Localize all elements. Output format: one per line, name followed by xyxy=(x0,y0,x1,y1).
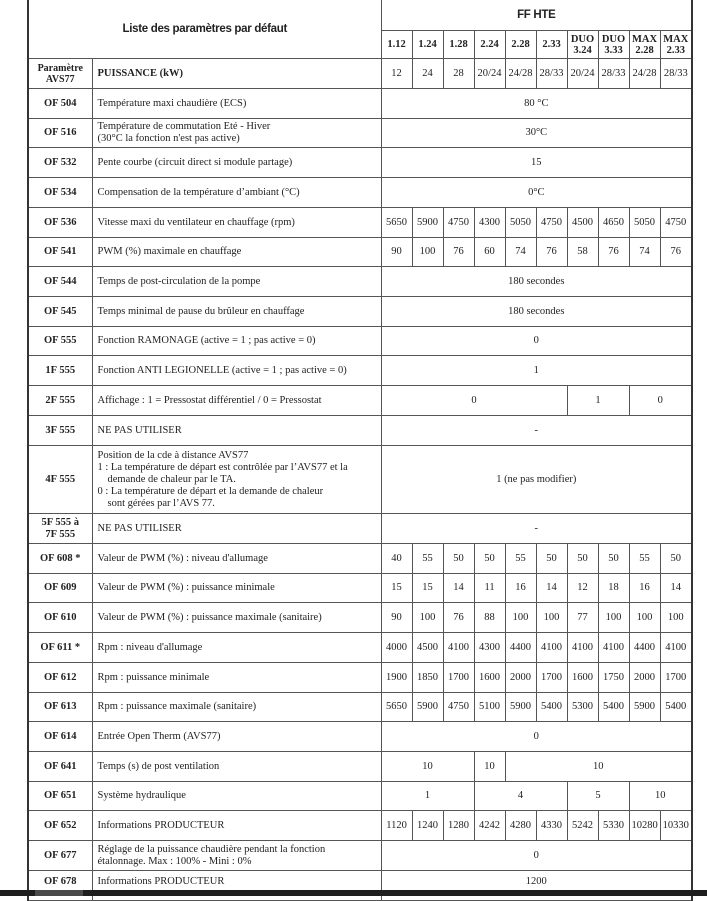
parameter-value: 4500 xyxy=(567,208,598,238)
parameter-value: 58 xyxy=(567,238,598,267)
parameter-code-line: OF 608 * xyxy=(40,552,81,564)
description-line: Valeur de PWM (%) : niveau d'allumage xyxy=(97,552,268,564)
parameter-value: 76 xyxy=(598,238,629,267)
parameter-value: 10 xyxy=(629,782,692,811)
description-line: NE PAS UTILISER xyxy=(97,522,182,534)
description-line: Temps (s) de post ventilation xyxy=(97,760,220,772)
parameter-value: 4242 xyxy=(474,811,505,841)
parameter-value: 10330 xyxy=(660,811,692,841)
parameter-value: 1700 xyxy=(536,663,567,693)
parameter-description xyxy=(92,148,381,178)
parameter-value: 4100 xyxy=(567,633,598,663)
param-label-line: AVS77 xyxy=(45,73,75,85)
model-header xyxy=(474,31,505,59)
description-line: Valeur de PWM (%) : puissance minimale xyxy=(97,582,275,593)
parameter-value: 14 xyxy=(443,574,474,603)
model-header xyxy=(412,31,443,59)
table-row xyxy=(28,544,692,574)
parameter-description xyxy=(92,752,381,782)
description-line: Compensation de la température d’ambiant (°C) xyxy=(97,186,300,198)
table-row xyxy=(28,208,692,238)
parameter-description xyxy=(92,722,381,752)
table-row xyxy=(28,178,692,208)
parameter-code-line: OF 677 xyxy=(43,849,77,861)
parameter-description xyxy=(92,267,381,297)
parameter-description xyxy=(92,178,381,208)
power-value: 24/28 xyxy=(629,59,660,89)
power-value: 20/24 xyxy=(567,59,598,89)
parameter-value: 1280 xyxy=(443,811,474,841)
parameter-value: 14 xyxy=(536,574,567,603)
parameter-code-line: OF 612 xyxy=(43,671,77,683)
parameter-value: 1 xyxy=(567,386,629,416)
table-row xyxy=(28,603,692,633)
parameter-value: 1 xyxy=(381,356,692,386)
parameter-value: 1700 xyxy=(443,663,474,693)
power-value: 28 xyxy=(443,59,474,89)
model-header-line: 1.12 xyxy=(387,39,406,50)
parameter-value: 1850 xyxy=(412,663,443,693)
table-row xyxy=(28,574,692,603)
parameter-code xyxy=(28,663,92,693)
parameter-code-line: OF 534 xyxy=(43,186,77,198)
parameter-code xyxy=(28,693,92,722)
parameter-value: 90 xyxy=(381,238,412,267)
parameter-code-line: OF 611 * xyxy=(40,641,81,653)
model-header-line: 3.24 xyxy=(573,44,592,56)
parameter-value: 40 xyxy=(381,544,412,574)
parameter-code xyxy=(28,603,92,633)
parameter-code-line: OF 641 xyxy=(43,760,77,772)
parameter-value: 14 xyxy=(660,574,692,603)
parameter-value: 4750 xyxy=(443,208,474,238)
parameter-code xyxy=(28,514,92,544)
parameter-description xyxy=(92,386,381,416)
parameter-value: 50 xyxy=(474,544,505,574)
parameter-value: 4400 xyxy=(505,633,536,663)
table-row xyxy=(28,871,692,901)
model-header-line: MAX xyxy=(631,33,658,45)
parameter-code-line: 1F 555 xyxy=(45,364,76,376)
parameter-value: 77 xyxy=(567,603,598,633)
parameter-value: 55 xyxy=(412,544,443,574)
parameter-value: 5400 xyxy=(660,693,692,722)
parameter-code xyxy=(28,119,92,148)
parameter-value: 15 xyxy=(381,148,692,178)
table-row xyxy=(28,782,692,811)
parameter-value: 74 xyxy=(505,238,536,267)
table-row xyxy=(28,148,692,178)
table-title: Liste des paramètres par défaut xyxy=(28,0,381,59)
parameter-code xyxy=(28,782,92,811)
parameter-description xyxy=(92,811,381,841)
parameter-description xyxy=(92,119,381,148)
model-header xyxy=(443,31,474,59)
parameter-code xyxy=(28,238,92,267)
table-row xyxy=(28,841,692,871)
parameter-value: 4650 xyxy=(598,208,629,238)
description-line: Informations PRODUCTEUR xyxy=(97,819,225,831)
default-parameters-table xyxy=(27,0,693,901)
parameter-value: 1600 xyxy=(474,663,505,693)
model-header-line: 1.28 xyxy=(449,39,468,50)
parameter-code-line: 3F 555 xyxy=(45,424,76,436)
parameter-value: 100 xyxy=(660,603,692,633)
parameter-value: 1700 xyxy=(660,663,692,693)
parameter-value: 4750 xyxy=(536,208,567,238)
parameter-code-line: OF 536 xyxy=(43,216,77,228)
parameter-value: 15 xyxy=(412,574,443,603)
parameter-value: 1750 xyxy=(598,663,629,693)
parameter-value: 100 xyxy=(412,238,443,267)
parameter-value: 80 °C xyxy=(381,89,692,119)
description-line: Fonction RAMONAGE (active = 1 ; pas active = 0) xyxy=(97,335,316,346)
parameter-value: 4000 xyxy=(381,633,412,663)
parameter-value: 10 xyxy=(474,752,505,782)
description-line: Système hydraulique xyxy=(97,790,186,801)
description-line: Pente courbe (circuit direct si module partage) xyxy=(97,156,293,168)
parameter-value: 100 xyxy=(629,603,660,633)
power-value: 24/28 xyxy=(505,59,536,89)
parameter-value: 5900 xyxy=(505,693,536,722)
model-header-line: 3.33 xyxy=(604,44,623,56)
parameter-value: 4330 xyxy=(536,811,567,841)
parameter-value: 4100 xyxy=(598,633,629,663)
parameter-value: 10280 xyxy=(629,811,660,841)
model-header-line: 2.33 xyxy=(666,44,685,56)
model-header xyxy=(629,31,660,59)
description-line: 0 : La température de départ et la demande de chaleur xyxy=(97,485,324,497)
model-header xyxy=(536,31,567,59)
table-row xyxy=(28,356,692,386)
parameter-value: 88 xyxy=(474,603,505,633)
model-header xyxy=(505,31,536,59)
description-line: Position de la cde à distance AVS77 xyxy=(97,449,249,461)
parameter-code-line: OF 610 xyxy=(43,611,77,623)
description-line: Temps minimal de pause du brûleur en chauffage xyxy=(97,305,305,317)
parameter-value: 76 xyxy=(443,603,474,633)
parameter-code-line: OF 555 xyxy=(43,335,77,346)
parameter-value: 4750 xyxy=(660,208,692,238)
table-row xyxy=(28,238,692,267)
parameter-code-line: OF 609 xyxy=(43,582,77,593)
scrollbar-thumb[interactable] xyxy=(35,890,83,896)
parameter-description xyxy=(92,633,381,663)
parameter-description xyxy=(92,327,381,356)
parameter-value: 1600 xyxy=(567,663,598,693)
parameter-value: 4280 xyxy=(505,811,536,841)
parameter-value: - xyxy=(381,514,692,544)
parameter-value: 1240 xyxy=(412,811,443,841)
parameter-code xyxy=(28,148,92,178)
parameter-code xyxy=(28,89,92,119)
parameter-value: 1 (ne pas modifier) xyxy=(381,446,692,514)
parameter-value: 100 xyxy=(412,603,443,633)
description-line: Température maxi chaudière (ECS) xyxy=(97,97,247,109)
parameter-value: 5050 xyxy=(505,208,536,238)
description-line: Température de commutation Eté - Hiver xyxy=(97,121,271,132)
parameter-code xyxy=(28,811,92,841)
bottom-scrollbar[interactable] xyxy=(0,890,707,896)
parameter-value: 100 xyxy=(598,603,629,633)
model-header-line: DUO xyxy=(570,33,595,45)
parameter-value: 5650 xyxy=(381,208,412,238)
parameter-description xyxy=(92,514,381,544)
parameter-value: 5100 xyxy=(474,693,505,722)
parameter-code-line: OF 545 xyxy=(43,305,77,317)
model-header-line: 2.33 xyxy=(542,39,561,50)
power-value: 28/33 xyxy=(536,59,567,89)
description-line: Réglage de la puissance chaudière pendant la fonction xyxy=(97,843,326,855)
parameter-value: 5900 xyxy=(412,208,443,238)
power-value: 12 xyxy=(381,59,412,89)
parameter-code-line: 7F 555 xyxy=(45,528,76,540)
parameter-value: 11 xyxy=(474,574,505,603)
description-line: Temps de post-circulation de la pompe xyxy=(97,275,261,287)
table-row xyxy=(28,663,692,693)
description-line: Rpm : puissance minimale xyxy=(97,671,210,683)
parameter-code xyxy=(28,574,92,603)
parameter-description xyxy=(92,871,381,901)
parameter-value: 4100 xyxy=(443,633,474,663)
parameter-value: 180 secondes xyxy=(381,267,692,297)
parameter-value: 5400 xyxy=(536,693,567,722)
parameter-code xyxy=(28,356,92,386)
parameter-value: 5900 xyxy=(629,693,660,722)
parameter-code-line: OF 544 xyxy=(43,275,77,287)
parameter-code-line: OF 516 xyxy=(43,127,77,138)
parameter-value: 4300 xyxy=(474,633,505,663)
parameter-value: 2000 xyxy=(629,663,660,693)
parameter-value: 4500 xyxy=(412,633,443,663)
parameter-value: 76 xyxy=(536,238,567,267)
parameter-value: 1200 xyxy=(381,871,692,901)
parameter-value: 55 xyxy=(629,544,660,574)
param-label-line: Paramètre xyxy=(37,62,83,74)
parameter-description xyxy=(92,238,381,267)
model-header xyxy=(567,31,598,59)
parameter-value: 5650 xyxy=(381,693,412,722)
description-line: 1 : La température de départ est contrôlée par l’AVS77 et la xyxy=(97,461,348,473)
parameter-value: 60 xyxy=(474,238,505,267)
parameter-value: 4100 xyxy=(660,633,692,663)
parameter-value: 12 xyxy=(567,574,598,603)
parameter-value: 4100 xyxy=(536,633,567,663)
parameter-value: 5400 xyxy=(598,693,629,722)
parameter-value: 30°C xyxy=(381,119,692,148)
model-header xyxy=(660,31,692,59)
table-row xyxy=(28,693,692,722)
description-line: Valeur de PWM (%) : puissance maximale (sanitaire) xyxy=(97,611,322,623)
parameter-code xyxy=(28,386,92,416)
parameter-value: 100 xyxy=(536,603,567,633)
model-header-line: 1.24 xyxy=(418,39,437,50)
parameter-value: 180 secondes xyxy=(381,297,692,327)
parameter-code-line: OF 652 xyxy=(43,819,77,831)
parameter-code xyxy=(28,841,92,871)
parameter-value: 5900 xyxy=(412,693,443,722)
parameter-code xyxy=(28,297,92,327)
parameter-value: 50 xyxy=(660,544,692,574)
power-label: PUISSANCE (kW) xyxy=(92,59,381,89)
parameter-description xyxy=(92,416,381,446)
parameter-value: - xyxy=(381,416,692,446)
parameter-value: 50 xyxy=(536,544,567,574)
parameter-value: 5050 xyxy=(629,208,660,238)
parameter-value: 10 xyxy=(381,752,474,782)
parameter-code-line: OF 532 xyxy=(43,156,77,168)
table-row xyxy=(28,633,692,663)
parameter-description xyxy=(92,693,381,722)
parameter-value: 16 xyxy=(505,574,536,603)
parameter-value: 15 xyxy=(381,574,412,603)
model-header xyxy=(598,31,629,59)
parameter-code-line: OF 678 xyxy=(43,876,77,887)
parameter-value: 76 xyxy=(443,238,474,267)
parameter-code xyxy=(28,446,92,514)
model-header-line: 2.28 xyxy=(635,44,654,56)
parameter-description xyxy=(92,574,381,603)
parameter-value: 0 xyxy=(381,722,692,752)
table-row xyxy=(28,446,692,514)
description-line: demande de chaleur par le TA. xyxy=(107,473,236,485)
table-row xyxy=(28,722,692,752)
parameter-value: 4 xyxy=(474,782,567,811)
parameter-value: 50 xyxy=(567,544,598,574)
parameter-code xyxy=(28,871,92,901)
table-row xyxy=(28,811,692,841)
parameter-value: 10 xyxy=(505,752,692,782)
parameter-value: 4400 xyxy=(629,633,660,663)
description-line: étalonnage. Max : 100% - Mini : 0% xyxy=(97,855,252,867)
table-row xyxy=(28,752,692,782)
description-line: Fonction ANTI LEGIONELLE (active = 1 ; pas active = 0) xyxy=(97,364,347,376)
parameter-value: 4750 xyxy=(443,693,474,722)
description-line: PWM (%) maximale en chauffage xyxy=(97,246,242,257)
parameter-code xyxy=(28,327,92,356)
model-header-line: 2.28 xyxy=(511,39,530,50)
parameter-description xyxy=(92,89,381,119)
parameter-description xyxy=(92,356,381,386)
parameter-value: 74 xyxy=(629,238,660,267)
description-line: sont gérées par l’AVS 77. xyxy=(107,497,215,509)
parameter-value: 2000 xyxy=(505,663,536,693)
power-row xyxy=(28,59,692,89)
parameter-code xyxy=(28,752,92,782)
parameter-value: 5330 xyxy=(598,811,629,841)
model-header-line: 2.24 xyxy=(480,39,499,50)
description-line: (30°C la fonction n'est pas active) xyxy=(97,133,240,144)
parameter-code xyxy=(28,267,92,297)
parameter-code-line: OF 651 xyxy=(43,790,77,801)
parameter-value: 0 xyxy=(629,386,692,416)
parameter-value: 50 xyxy=(598,544,629,574)
parameter-code-line: OF 504 xyxy=(43,97,77,109)
parameter-code xyxy=(28,416,92,446)
parameter-code xyxy=(28,633,92,663)
power-value: 28/33 xyxy=(660,59,692,89)
parameter-value: 18 xyxy=(598,574,629,603)
parameter-code-line: OF 541 xyxy=(43,246,77,257)
parameter-value: 1 xyxy=(381,782,474,811)
parameter-code-line: 4F 555 xyxy=(45,473,76,485)
model-header-line: DUO xyxy=(601,33,626,45)
parameter-description xyxy=(92,841,381,871)
parameter-value: 0 xyxy=(381,386,567,416)
description-line: Affichage : 1 = Pressostat différentiel / 0 = Pressostat xyxy=(97,394,322,406)
description-line: Informations PRODUCTEUR xyxy=(97,876,225,887)
description-line: Rpm : niveau d'allumage xyxy=(97,641,203,653)
parameter-description xyxy=(92,603,381,633)
parameter-description xyxy=(92,446,381,514)
table-row xyxy=(28,89,692,119)
parameter-description xyxy=(92,544,381,574)
parameter-value: 5 xyxy=(567,782,629,811)
power-value: 20/24 xyxy=(474,59,505,89)
product-group-header: FF HTE xyxy=(381,0,692,31)
power-value: 28/33 xyxy=(598,59,629,89)
parameter-value: 4300 xyxy=(474,208,505,238)
table-row xyxy=(28,327,692,356)
description-line: Entrée Open Therm (AVS77) xyxy=(97,730,221,742)
description-line: NE PAS UTILISER xyxy=(97,424,182,436)
parameter-code xyxy=(28,208,92,238)
parameter-value: 0°C xyxy=(381,178,692,208)
parameter-value: 100 xyxy=(505,603,536,633)
table-row xyxy=(28,386,692,416)
parameter-code xyxy=(28,544,92,574)
parameter-value: 76 xyxy=(660,238,692,267)
parameter-value: 1900 xyxy=(381,663,412,693)
table-row xyxy=(28,119,692,148)
parameter-description xyxy=(92,208,381,238)
table-row xyxy=(28,416,692,446)
description-line: Rpm : puissance maximale (sanitaire) xyxy=(97,701,257,712)
parameter-code-line: 2F 555 xyxy=(45,394,76,406)
param-column-header xyxy=(28,59,92,89)
model-header-line: MAX xyxy=(663,33,689,45)
description-line: Vitesse maxi du ventilateur en chauffage (rpm) xyxy=(97,216,295,228)
parameter-value: 0 xyxy=(381,841,692,871)
parameter-value: 1120 xyxy=(381,811,412,841)
parameter-value: 16 xyxy=(629,574,660,603)
parameter-code-line: 5F 555 à xyxy=(41,516,80,528)
parameter-value: 50 xyxy=(443,544,474,574)
table-row xyxy=(28,514,692,544)
power-value: 24 xyxy=(412,59,443,89)
parameter-code xyxy=(28,178,92,208)
parameter-code-line: OF 613 xyxy=(43,701,77,712)
parameter-value: 5242 xyxy=(567,811,598,841)
table-row xyxy=(28,297,692,327)
parameter-description xyxy=(92,297,381,327)
parameter-value: 90 xyxy=(381,603,412,633)
parameter-value: 55 xyxy=(505,544,536,574)
parameter-description xyxy=(92,782,381,811)
parameter-code-line: OF 614 xyxy=(43,730,77,742)
parameter-code xyxy=(28,722,92,752)
table-row xyxy=(28,267,692,297)
model-header xyxy=(381,31,412,59)
parameter-value: 0 xyxy=(381,327,692,356)
parameter-value: 5300 xyxy=(567,693,598,722)
parameter-description xyxy=(92,663,381,693)
